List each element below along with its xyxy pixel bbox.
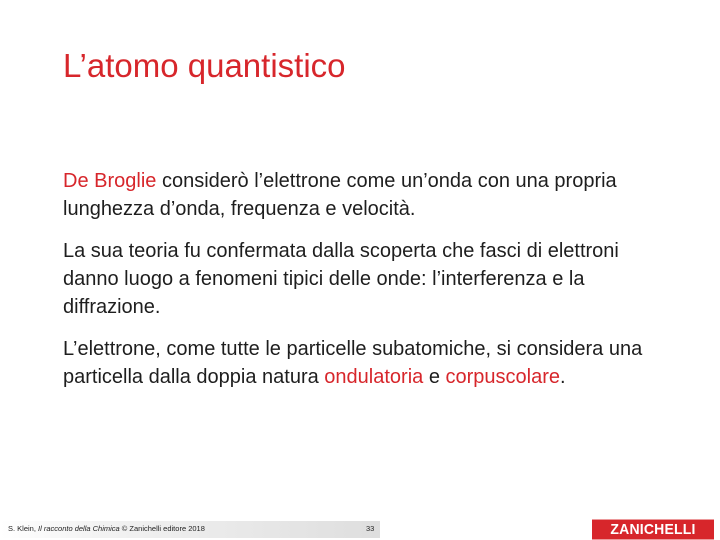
footer-credit-bar (0, 521, 380, 538)
footer (0, 519, 720, 540)
zanichelli-logo: ZANICHELLI (592, 520, 714, 540)
footer-credit (8, 524, 205, 533)
paragraph-de-broglie (63, 167, 673, 223)
paragraph-de-broglie-text: considerò l’elettrone come un’onda con una propria lunghezza d’onda, frequenza e velocità. (63, 170, 617, 220)
slide-title: L’atomo quantistico (63, 47, 346, 84)
highlight-corpuscolare: corpuscolare (445, 366, 561, 388)
paragraph-dual-nature-end: . (560, 366, 566, 388)
paragraph-theory-confirmed: La sua teoria fu confermata dalla scoperta che fasci di elettroni danno luogo a fenomeni tipici delle onde: l’interferenza e la diffrazione. (63, 240, 619, 318)
slide-content (63, 167, 673, 405)
footer-author: S. Klein, (8, 524, 39, 533)
highlight-ondulatoria: ondulatoria (324, 366, 424, 388)
highlight-de-broglie: De Broglie (63, 170, 157, 192)
page-number: 33 (366, 524, 375, 533)
paragraph-dual-nature-conjunction: e (423, 366, 446, 388)
footer-book-title: Il racconto della Chimica (38, 524, 120, 533)
footer-publisher: © Zanichelli editore 2018 (119, 524, 205, 533)
paragraph-dual-nature-text: L’elettrone, come tutte le particelle subatomiche, si considera una particella dalla doppia natura (63, 338, 643, 388)
paragraph-dual-nature (63, 335, 673, 391)
